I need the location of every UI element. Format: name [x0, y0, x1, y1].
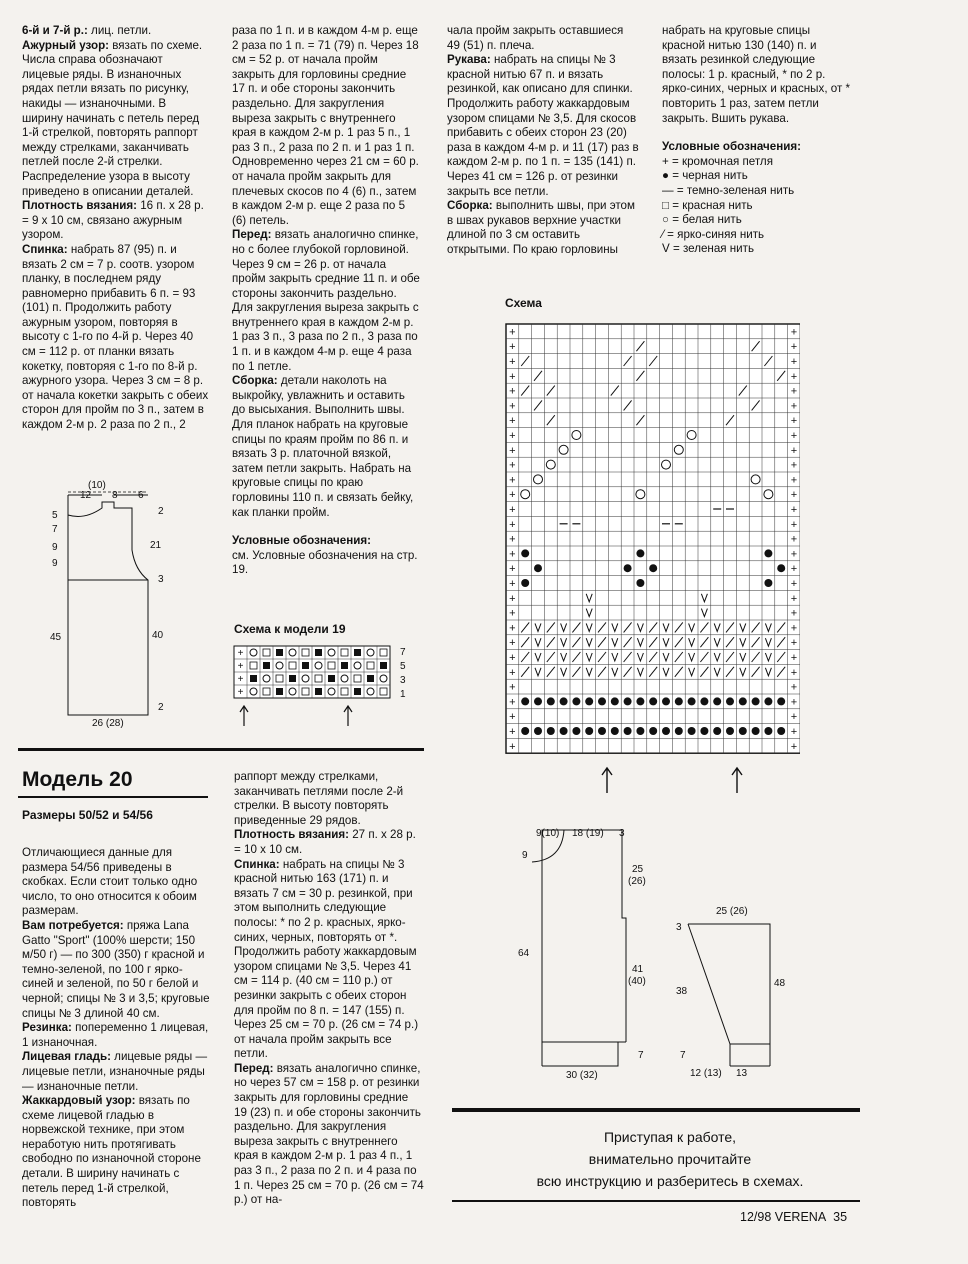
- edge-stitch-icon: +: [509, 578, 516, 590]
- dim-9a: 9: [52, 542, 58, 553]
- black-stitch-icon: [521, 549, 529, 557]
- edge-stitch-icon: +: [509, 726, 516, 738]
- arrow-up-icon: [602, 768, 612, 793]
- dim-sleeve-top: 25 (26): [716, 906, 748, 917]
- edge-stitch-icon: +: [509, 666, 516, 679]
- edge-stitch-icon: +: [790, 459, 798, 472]
- edge-stitch-icon: +: [509, 326, 516, 339]
- dim-6: 6: [138, 490, 144, 501]
- black-stitch-icon: [764, 697, 772, 705]
- dim-sleeve-38: 38: [676, 986, 688, 997]
- dim-40: 40: [152, 630, 164, 641]
- para-gauge-20: Плотность вязания: 27 п. х 28 р. = 10 х 10 см.: [234, 828, 416, 856]
- solid-square-icon: [354, 649, 361, 656]
- edge-stitch-icon: +: [790, 681, 798, 694]
- black-stitch-icon: [636, 579, 644, 587]
- garment-diagram-model20-body: [512, 820, 662, 1080]
- black-stitch-icon: [624, 564, 632, 572]
- black-stitch-icon: [777, 564, 785, 572]
- edge-stitch-icon: +: [509, 548, 516, 561]
- black-stitch-icon: [688, 727, 696, 735]
- dim-64: 64: [518, 948, 530, 959]
- dim-40: (40): [628, 976, 646, 987]
- black-stitch-icon: [611, 697, 619, 705]
- edge-stitch-icon: +: [509, 385, 516, 398]
- para-neckband: набрать на круговые спицы красной нитью 130 (140) п. и вязать резинкой следующие полосы: 1 р. красный, * по 2 р. ярко-синих, черных и красных, от * повторить 1 раз, затем петли закрыть. Вшить рукава.: [662, 24, 850, 125]
- edge-stitch-icon: +: [790, 740, 798, 753]
- edge-stitch-icon: +: [509, 592, 516, 605]
- dim-arm-25: 25: [632, 864, 644, 875]
- model20-title-underline: [18, 796, 208, 798]
- black-stitch-icon: [700, 727, 708, 735]
- black-stitch-icon: [534, 727, 542, 735]
- model20-col1: [22, 846, 212, 1211]
- black-stitch-icon: [764, 727, 772, 735]
- edge-stitch-icon: +: [509, 637, 516, 650]
- black-stitch-icon: [636, 697, 644, 705]
- black-stitch-icon: [560, 727, 568, 735]
- para-openwork: Ажурный узор: вязать по схеме. Числа справа обозначают лицевые ряды. В изнаночных рядах петли вязать по рисунку, накиды — изнаночными. В ширину начинать с петель перед 1-й стрелкой, повторять раппорт между стрелками, заканчивать петлей после 2-й стрелки. Распределение узора в высоту приведено в описании деталей.: [22, 38, 203, 198]
- black-stitch-icon: [675, 697, 683, 705]
- edge-stitch-icon: +: [509, 489, 516, 502]
- black-stitch-icon: [598, 697, 606, 705]
- black-stitch-icon: [777, 727, 785, 735]
- edge-stitch-icon: +: [790, 696, 798, 709]
- solid-square-icon: [315, 688, 322, 695]
- edge-stitch-icon: +: [790, 444, 798, 457]
- dim-2b: 2: [158, 702, 164, 713]
- black-stitch-icon: [649, 564, 657, 572]
- black-stitch-icon: [777, 697, 785, 705]
- jacquard-schema: [500, 318, 800, 798]
- dim-width: 26 (28): [92, 718, 124, 728]
- black-stitch-icon: [764, 549, 772, 557]
- edge-stitch-icon: +: [790, 548, 798, 561]
- black-stitch-icon: [636, 549, 644, 557]
- solid-square-icon: [289, 675, 296, 682]
- dim-sleeve-12: 12 (13): [690, 1068, 722, 1079]
- schema-title: Схема: [505, 296, 542, 310]
- dim-2a: 2: [158, 506, 164, 517]
- black-stitch-icon: [572, 727, 580, 735]
- para-jacquard: Жаккардовый узор: вязать по схеме лицевой гладью в норвежской технике, при этом неработую нить протягивать свободно по изнаночной стороне детали. В ширину начинать с петель перед 1-й стрелкой, повторять: [22, 1094, 201, 1210]
- dim-neck: (10): [88, 480, 106, 491]
- black-stitch-icon: [572, 697, 580, 705]
- legend-item: ○ = белая нить: [662, 213, 742, 227]
- legend-list: [662, 155, 854, 257]
- dim-sleeve-13: 13: [736, 1068, 748, 1079]
- edge-stitch-icon: +: [790, 726, 798, 738]
- black-stitch-icon: [662, 727, 670, 735]
- edge-stitch-icon: +: [790, 533, 798, 546]
- para-sleeves: Рукава: набрать на спицы № 3 красной нитью 67 п. и вязать резинкой, как описано для спинки. Продолжить работу жаккардовым узором спицами № 3,5. Для скосов прибавить с обеих сторон 23 (20) раза в каждом 4-м р. и 11 (17) раз в каждом 2-м р. по 1 п. = 135 (141) п. Через 41 см = 126 р. от резинки закрыть все петли.: [447, 53, 639, 198]
- black-stitch-icon: [675, 727, 683, 735]
- edge-stitch-icon: +: [237, 674, 244, 685]
- legend-item: ⁄ = ярко-синяя нить: [662, 227, 765, 241]
- dim-sleeve-3: 3: [676, 922, 682, 933]
- dim-arm-26: (26): [628, 876, 646, 887]
- dim-21: 21: [150, 540, 162, 551]
- para-back-cont: раза по 1 п. и в каждом 4-м р. еще 2 раза по 1 п. = 71 (79) п. Через 18 см = 52 р. от начала пройм закрыть для горловины средние 17 п. и обе стороны закончить раздельно. Для закругления выреза закрыть с внутреннего края в каждом 2-м р. 1 раз 5 п., 1 раз 3 п., 2 раза по 2 п. и 1 раз 1 п. Одновременно через 21 см = 60 р. от начала пройм закрыть для плечевых скосов по 4 (6) п., затем в каждом 2-м р. еще 2 раза по 5 (6) петель.: [232, 24, 419, 227]
- black-stitch-icon: [560, 697, 568, 705]
- footer-issue: 12/98 VERENA: [740, 1210, 827, 1224]
- black-stitch-icon: [739, 697, 747, 705]
- edge-stitch-icon: +: [790, 415, 798, 428]
- row-number: 1: [400, 689, 406, 700]
- section-divider: [18, 748, 424, 751]
- col2-top-text: [232, 24, 420, 578]
- edge-stitch-icon: +: [509, 652, 516, 664]
- model20-sizes: Размеры 50/52 и 54/56: [22, 808, 153, 822]
- solid-square-icon: [354, 688, 361, 695]
- para-note: Отличающиеся данные для размера 54/56 приведены в скобках. Если стоит только одно число, то оно относится к обоим размерам.: [22, 846, 198, 918]
- edge-stitch-icon: +: [509, 563, 516, 576]
- black-stitch-icon: [534, 564, 542, 572]
- col1-top-text: [22, 24, 210, 433]
- black-stitch-icon: [585, 727, 593, 735]
- schema19-title: Схема к модели 19: [234, 622, 346, 636]
- black-stitch-icon: [649, 727, 657, 735]
- col4-top-text: [662, 24, 854, 257]
- para-rows-6-7: 6-й и 7-й р.: лиц. петли.: [22, 24, 152, 37]
- edge-stitch-icon: +: [509, 341, 516, 354]
- black-stitch-icon: [752, 697, 760, 705]
- para-assembly: Сборка: детали наколоть на выкройку, увлажнить и оставить до высыхания. Выполнить швы. Для планок набрать на круговые спицы по краям пройм по 86 п. и вязать 3 р. платочной вязкой, затем петли закрыть. Набрать на круговые спицы по краю горловины 110 п. и связать бейку, как планки пройм.: [232, 374, 414, 519]
- dim-width-30: 30 (32): [566, 1070, 598, 1080]
- black-stitch-icon: [521, 579, 529, 587]
- black-stitch-icon: [534, 697, 542, 705]
- edge-stitch-icon: +: [790, 489, 798, 502]
- page-footer: [740, 1210, 847, 1224]
- edge-stitch-icon: +: [790, 563, 798, 576]
- dim-12: 12: [80, 490, 92, 501]
- col3-top-text: [447, 24, 639, 258]
- legend-item: V = зеленая нить: [662, 242, 755, 256]
- edge-stitch-icon: +: [790, 652, 798, 664]
- dim-45: 45: [50, 632, 62, 643]
- arrow-up-icon: [732, 768, 742, 793]
- edge-stitch-icon: +: [790, 385, 798, 398]
- edge-stitch-icon: +: [790, 370, 798, 383]
- black-stitch-icon: [726, 697, 734, 705]
- solid-square-icon: [276, 649, 283, 656]
- legend-item: + = кромочная петля: [662, 154, 773, 168]
- black-stitch-icon: [739, 727, 747, 735]
- solid-square-icon: [367, 675, 374, 682]
- legend-ref-text: см. Условные обозначения на стр. 19.: [232, 548, 418, 577]
- edge-stitch-icon: +: [509, 430, 516, 442]
- black-stitch-icon: [636, 727, 644, 735]
- legend-title: Условные обозначения:: [662, 140, 801, 154]
- black-stitch-icon: [624, 697, 632, 705]
- arrow-up-icon: [240, 706, 248, 726]
- edge-stitch-icon: +: [237, 648, 244, 659]
- edge-stitch-icon: +: [237, 687, 244, 698]
- para-materials: Вам потребуется: пряжа Lana Gatto "Sport" (100% шерсти; 150 м/50 г) — по 300 (350) г красной и темно-зеленой, по 100 г ярко-синей и зеленой, по 50 г белой и черной; спицы № 3 и 3,5; круговые спицы № 3 длиной 40 см.: [22, 918, 210, 1020]
- black-stitch-icon: [764, 579, 772, 587]
- model20-col2: [234, 770, 424, 1208]
- legend-item: ● = черная нить: [662, 169, 748, 183]
- solid-square-icon: [276, 688, 283, 695]
- black-stitch-icon: [713, 727, 721, 735]
- edge-stitch-icon: +: [509, 459, 516, 472]
- edge-stitch-icon: +: [509, 711, 516, 724]
- para-front-end: чала пройм закрыть оставшиеся 49 (51) п. плеча.: [447, 24, 624, 52]
- solid-square-icon: [328, 675, 335, 682]
- edge-stitch-icon: +: [509, 356, 516, 368]
- dim-3: 3: [158, 574, 164, 585]
- edge-stitch-icon: +: [790, 356, 798, 368]
- para-stockinette: Лицевая гладь: лицевые ряды — лицевые петли, изнаночные ряды — изнаночные петли.: [22, 1050, 208, 1093]
- edge-stitch-icon: +: [790, 341, 798, 354]
- dim-18-19: 18 (19): [572, 828, 604, 839]
- black-stitch-icon: [624, 727, 632, 735]
- schema-model19: [230, 644, 420, 728]
- black-stitch-icon: [700, 697, 708, 705]
- edge-stitch-icon: +: [790, 622, 798, 635]
- para-front: Перед: вязать аналогично спинке, но с более глубокой горловиной. Через 9 см = 26 р. от начала пройм закрыть средние 11 п. и обе стороны закончить раздельно. Для закругления выреза закрыть с внутреннего края в каждом 2-м р. 1 раз 3 п., 3 раза по 2 п., 3 раза по 1 п. и в каждом 4-м р. еще 4 раза по 1 петле.: [232, 228, 420, 373]
- black-stitch-icon: [688, 697, 696, 705]
- black-stitch-icon: [547, 697, 555, 705]
- edge-stitch-icon: +: [237, 661, 244, 672]
- edge-stitch-icon: +: [509, 474, 516, 487]
- edge-stitch-icon: +: [790, 666, 798, 679]
- edge-stitch-icon: +: [790, 326, 798, 339]
- edge-stitch-icon: +: [790, 400, 798, 413]
- para-back: Спинка: набрать 87 (95) п. и вязать 2 см = 7 р. соотв. узором планку, в последнем ряду равномерно прибавить 6 п. = 93 (101) п. Продолжить работу ажурным узором, повторяя в высоту с 1-го по 4-й р. Через 40 см = 112 р. от планки вязать кокетку, повторяя с 1-го по 8-й р. ажурного узора. Через 3 см = 8 р. от начала кокетки закрыть с обеих сторон для пройм по 3 п., затем в каждом 2-м р. 2 раза по 2 п., 2: [22, 242, 209, 432]
- arrow-up-icon: [344, 706, 352, 726]
- dim-9b: 9: [52, 558, 58, 569]
- dim-sleeve-48: 48: [774, 978, 786, 989]
- dim-8: 8: [112, 490, 118, 501]
- edge-stitch-icon: +: [790, 607, 798, 620]
- black-stitch-icon: [521, 697, 529, 705]
- dim-5: 5: [52, 510, 58, 521]
- edge-stitch-icon: +: [790, 504, 798, 516]
- black-stitch-icon: [598, 727, 606, 735]
- para-gauge: Плотность вязания: 16 п. х 28 р. = 9 х 10 см, связано ажурным узором.: [22, 199, 204, 242]
- solid-square-icon: [341, 662, 348, 669]
- edge-stitch-icon: +: [509, 607, 516, 620]
- legend-item: □ = красная нить: [662, 198, 753, 212]
- edge-stitch-icon: +: [509, 400, 516, 413]
- para-front-20: Перед: вязать аналогично спинке, но через 57 см = 158 р. от резинки закрыть для горловины средние 19 (23) п. и обе стороны закончить раздельно. Для закругления выреза закрыть с внутреннего края в каждом 2-м р. 1 раз 4 п., 1 раз 3 п., 2 раза по 2 п. и 4 раза по 1 п. Через 25 см = 70 р. (26 см = 74 р.) от на-: [234, 1061, 424, 1207]
- black-stitch-icon: [726, 727, 734, 735]
- model20-title: Модель 20: [22, 768, 133, 791]
- edge-stitch-icon: +: [509, 370, 516, 383]
- edge-stitch-icon: +: [790, 518, 798, 531]
- garment-diagram-model20-sleeve: [670, 900, 800, 1080]
- legend-item: — = темно-зеленая нить: [662, 183, 795, 197]
- edge-stitch-icon: +: [790, 711, 798, 724]
- black-stitch-icon: [662, 697, 670, 705]
- solid-square-icon: [263, 662, 270, 669]
- edge-stitch-icon: +: [509, 415, 516, 428]
- para-assembly-2: Сборка: выполнить швы, при этом в швах рукавов верхние участки длиной по 3 см оставить открытыми. По краю горловины: [447, 199, 635, 256]
- dim-neck-9: 9: [522, 850, 528, 861]
- edge-stitch-icon: +: [509, 444, 516, 457]
- solid-square-icon: [250, 675, 257, 682]
- edge-stitch-icon: +: [790, 592, 798, 605]
- edge-stitch-icon: +: [790, 637, 798, 650]
- dim-sleeve-7: 7: [680, 1050, 686, 1061]
- solid-square-icon: [380, 662, 387, 669]
- black-stitch-icon: [752, 727, 760, 735]
- legend-ref-title: Условные обозначения:: [232, 534, 371, 548]
- notice-top-rule: [452, 1108, 860, 1112]
- dim-9-10: 9(10): [536, 828, 560, 839]
- edge-stitch-icon: +: [509, 681, 516, 694]
- black-stitch-icon: [585, 697, 593, 705]
- solid-square-icon: [315, 649, 322, 656]
- garment-diagram-model19: [40, 480, 190, 728]
- page-number: 35: [833, 1210, 848, 1224]
- edge-stitch-icon: +: [509, 518, 516, 531]
- edge-stitch-icon: +: [509, 622, 516, 635]
- row-number: 5: [400, 661, 406, 672]
- dim-3: 3: [619, 828, 625, 839]
- dim-7: 7: [52, 524, 58, 535]
- edge-stitch-icon: +: [790, 474, 798, 487]
- row-number: 7: [400, 647, 406, 658]
- footer-rule: [452, 1200, 860, 1202]
- edge-stitch-icon: +: [509, 533, 516, 546]
- solid-square-icon: [302, 662, 309, 669]
- dim-rib-7: 7: [638, 1050, 644, 1061]
- edge-stitch-icon: +: [790, 430, 798, 442]
- notice-text: Приступая к работе, внимательно прочитайте всю инструкцию и разберитесь в схемах.: [536, 1129, 804, 1189]
- para-repeat: раппорт между стрелками, заканчивать петлями после 2-й стрелки. В высоту повторять приведенные 29 рядов.: [234, 770, 404, 827]
- edge-stitch-icon: +: [790, 578, 798, 590]
- black-stitch-icon: [649, 697, 657, 705]
- para-back-20: Спинка: набрать на спицы № 3 красной нитью 163 (171) п. и вязать 7 см = 30 р. резинкой, при этом выполнить следующие полосы: * по 2 р. красных, ярко-синих, черных, повторять от *. Продолжить работу жаккардовым узором спицами № 3,5. Через 41 см = 114 р. (40 см = 110 р.) от резинки закрыть с обеих сторон для пройм по 8 п. = 147 (155) п. Через 25 см = 70 р. (26 см = 74 р.) от начала пройм закрыть все петли.: [234, 857, 419, 1061]
- black-stitch-icon: [611, 727, 619, 735]
- row-number: 3: [400, 675, 406, 686]
- black-stitch-icon: [547, 727, 555, 735]
- edge-stitch-icon: +: [509, 696, 516, 709]
- edge-stitch-icon: +: [509, 740, 516, 753]
- black-stitch-icon: [713, 697, 721, 705]
- dim-41: 41: [632, 964, 644, 975]
- para-rib: Резинка: попеременно 1 лицевая, 1 изнаночная.: [22, 1021, 209, 1049]
- black-stitch-icon: [521, 727, 529, 735]
- edge-stitch-icon: +: [509, 504, 516, 516]
